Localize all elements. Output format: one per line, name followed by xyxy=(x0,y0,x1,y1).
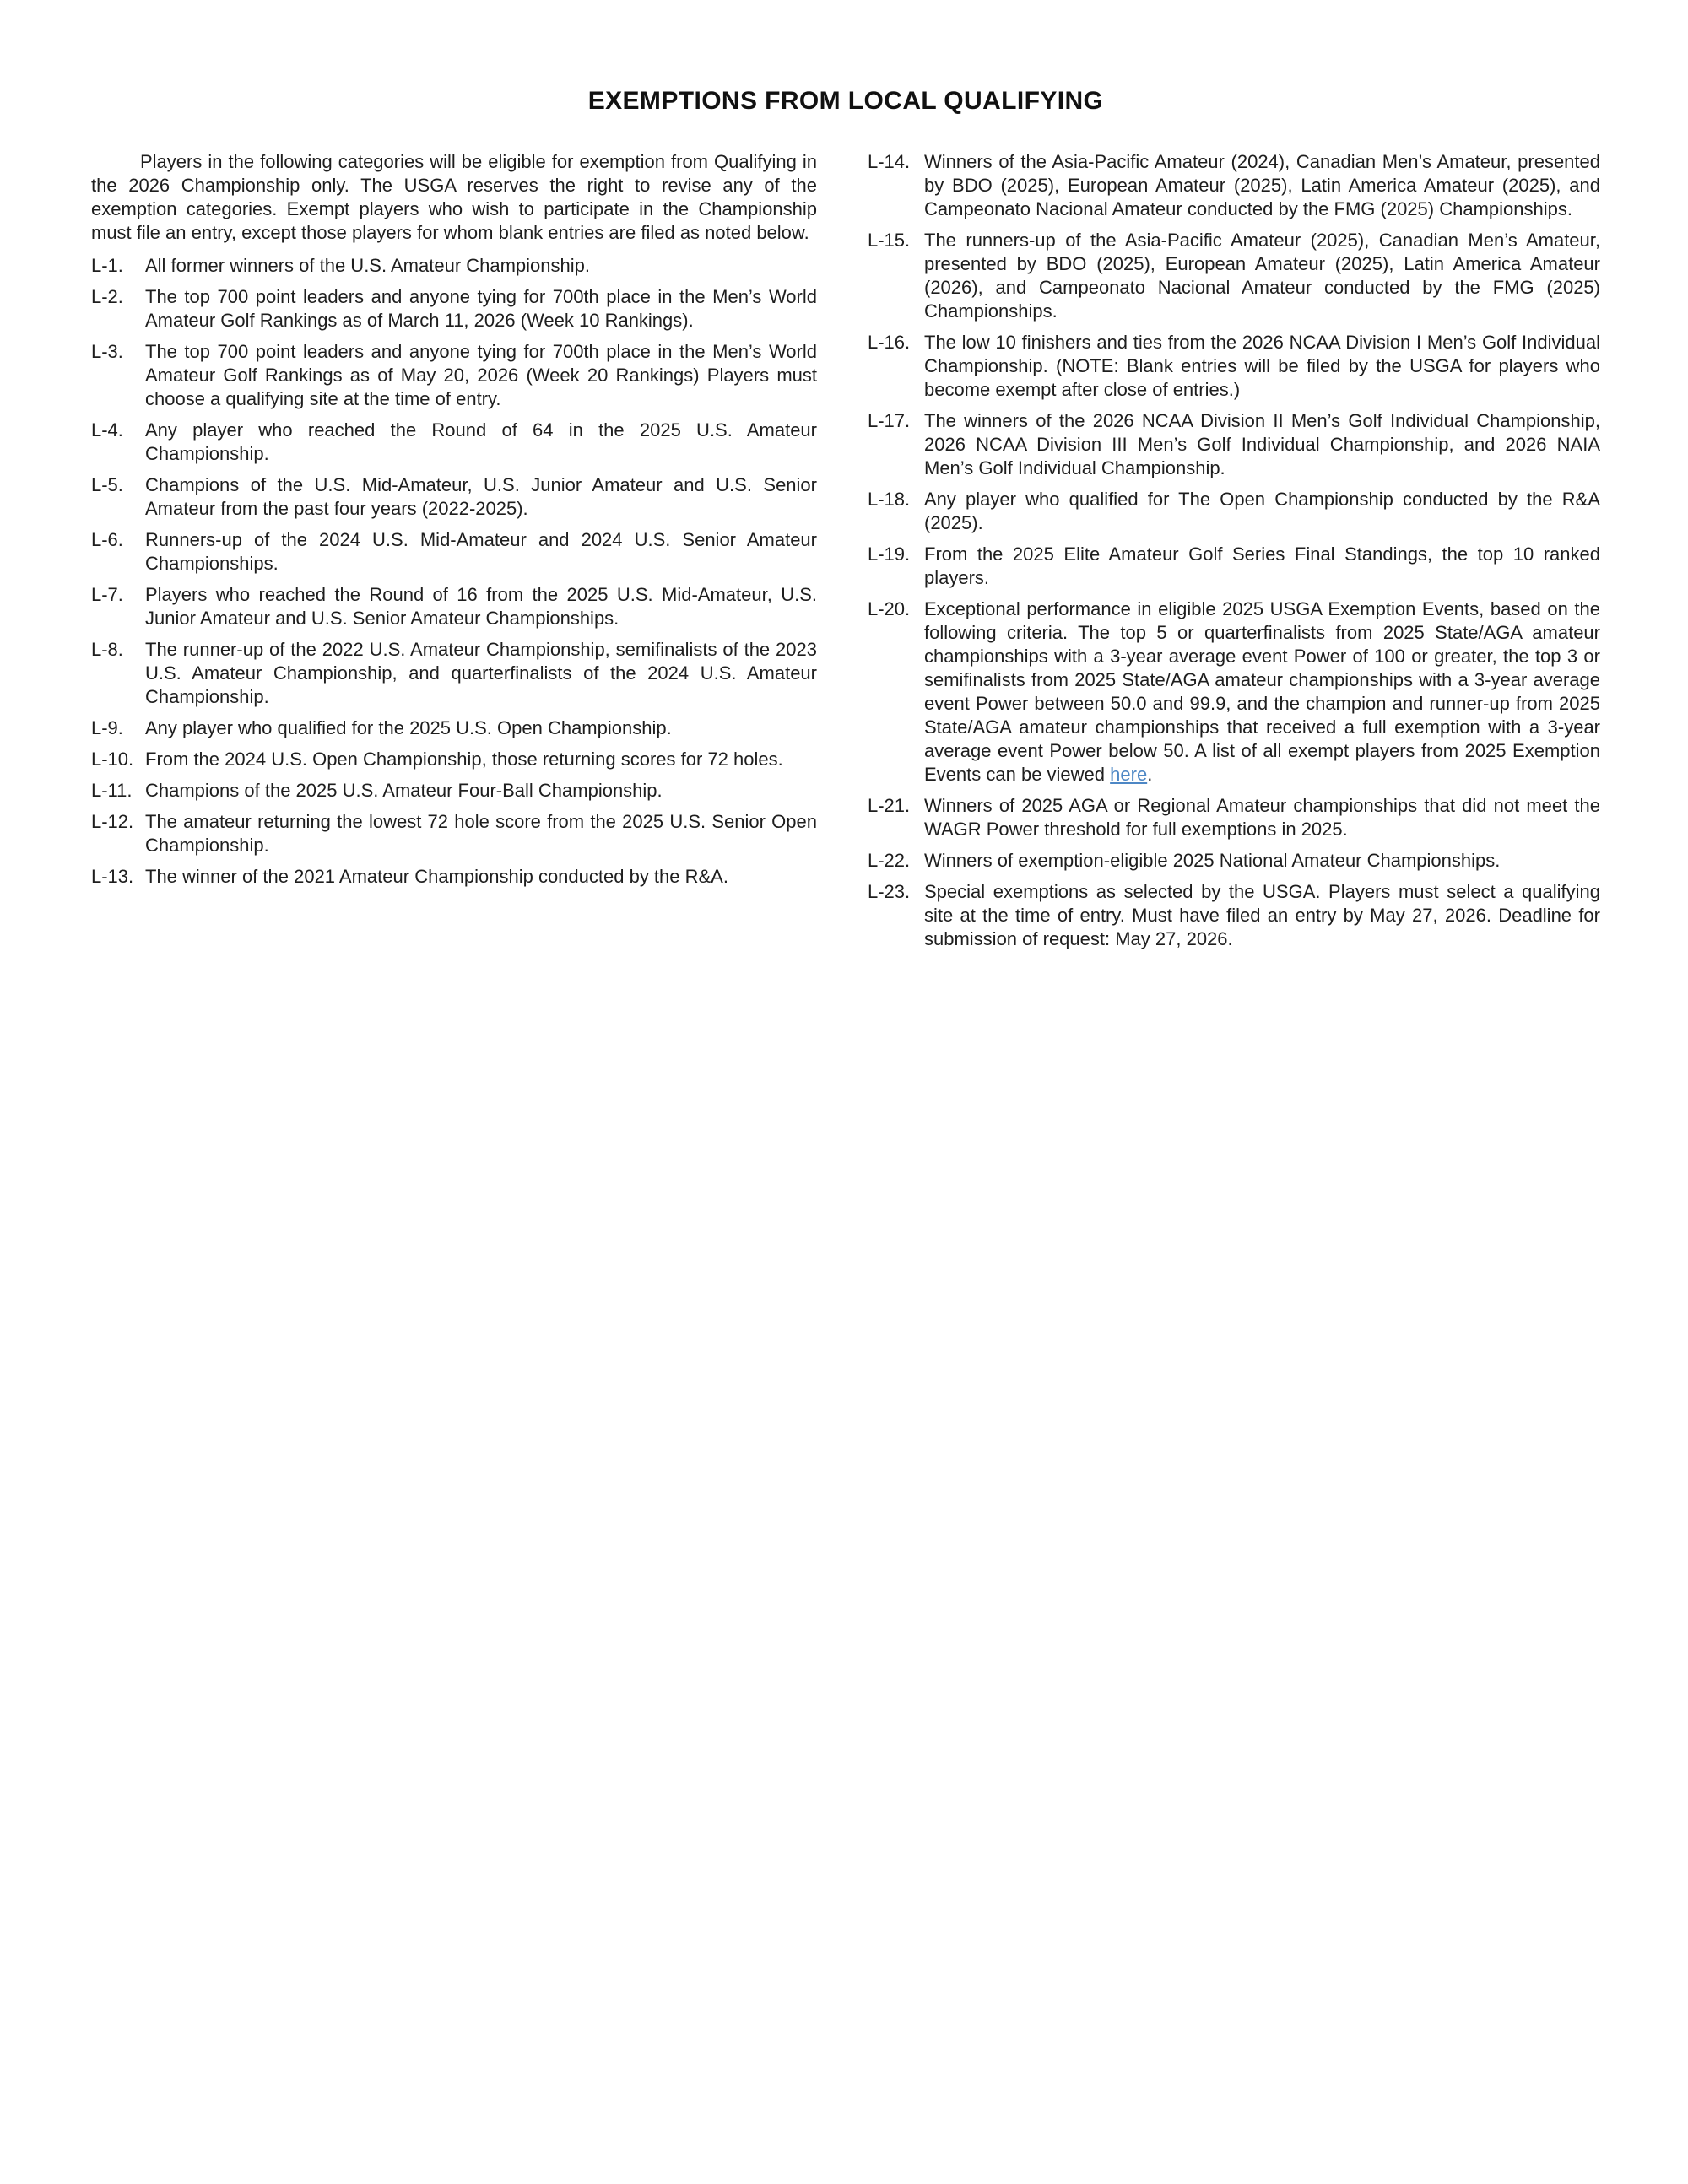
item-label: L-12. xyxy=(91,811,134,832)
here-link[interactable]: here xyxy=(1110,764,1148,785)
item-label: L-22. xyxy=(868,850,911,871)
item-text: Champions of the 2025 U.S. Amateur Four-Ball Championship. xyxy=(145,780,663,801)
list-item xyxy=(91,419,817,466)
item-label: L-14. xyxy=(868,151,911,172)
item-text: Exceptional performance in eligible 2025 USGA Exemption Events, based on the following criteria. The top 5 or quarterfinalists from 2025 State/AGA amateur championships with a 3-year average event Power of 100 or greater, the top 3 or semifinalists from 2025 State/AGA amateur championships with a 3-year average event Power between 50.0 and 99.9, and the champion and runner-up from 2025 State/AGA amateur championships that received a full exemption with a 3-year average event Power below 50. A list of all exempt players from 2025 Exemption Events can be viewed here. xyxy=(924,598,1600,785)
list-item xyxy=(91,748,817,771)
item-label: L-13. xyxy=(91,866,134,887)
list-item xyxy=(91,865,817,889)
item-label: L-3. xyxy=(91,341,123,362)
item-text: The amateur returning the lowest 72 hole score from the 2025 U.S. Senior Open Championship. xyxy=(145,811,817,856)
list-item xyxy=(868,488,1600,535)
item-label: L-20. xyxy=(868,598,911,619)
list-item xyxy=(91,779,817,803)
item-text: Any player who qualified for the 2025 U.S. Open Championship. xyxy=(145,717,672,738)
list-item xyxy=(91,254,817,278)
item-text: The top 700 point leaders and anyone tying for 700th place in the Men’s World Amateur Golf Rankings as of March 11, 2026 (Week 10 Rankings). xyxy=(145,286,817,331)
list-item xyxy=(91,810,817,857)
right-column xyxy=(868,150,1600,959)
list-item xyxy=(868,150,1600,221)
item-label: L-6. xyxy=(91,529,123,550)
list-item xyxy=(91,638,817,709)
item-label: L-1. xyxy=(91,255,123,276)
item-text: Any player who reached the Round of 64 in the 2025 U.S. Amateur Championship. xyxy=(145,419,817,464)
item-label: L-4. xyxy=(91,419,123,441)
item-label: L-18. xyxy=(868,489,911,510)
left-column xyxy=(91,150,817,896)
list-item xyxy=(868,849,1600,873)
item-text: Runners-up of the 2024 U.S. Mid-Amateur and 2024 U.S. Senior Amateur Championships. xyxy=(145,529,817,574)
item-label: L-16. xyxy=(868,332,911,353)
item-text: Winners of exemption-eligible 2025 National Amateur Championships. xyxy=(924,850,1501,871)
item-label: L-19. xyxy=(868,543,911,565)
list-item xyxy=(91,583,817,630)
item-text: Special exemptions as selected by the USGA. Players must select a qualifying site at the time of entry. Must have filed an entry by May 27, 2026. Deadline for submission of request: May 27, 2026. xyxy=(924,881,1600,949)
list-item xyxy=(91,528,817,576)
item-label: L-7. xyxy=(91,584,123,605)
item-text: Champions of the U.S. Mid-Amateur, U.S. Junior Amateur and U.S. Senior Amateur from the past four years (2022-2025). xyxy=(145,474,817,519)
item-text: From the 2024 U.S. Open Championship, those returning scores for 72 holes. xyxy=(145,749,783,770)
list-item xyxy=(868,331,1600,402)
list-item xyxy=(91,716,817,740)
item-label: L-9. xyxy=(91,717,123,738)
intro-paragraph: Players in the following categories will be eligible for exemption from Qualifying in the 2026 Championship only. The USGA reserves the right to revise any of the exemption categories. Exempt players who wish to participate in the Championship must file an entry, except those players for whom blank entries are filed as noted below. xyxy=(91,151,817,243)
item-label: L-5. xyxy=(91,474,123,495)
item-label: L-15. xyxy=(868,230,911,251)
item-text: The winner of the 2021 Amateur Championship conducted by the R&A. xyxy=(145,866,728,887)
item-text: The top 700 point leaders and anyone tying for 700th place in the Men’s World Amateur Golf Rankings as of May 20, 2026 (Week 20 Rankings) Players must choose a qualifying site at the time of entry. xyxy=(145,341,817,409)
item-text: Any player who qualified for The Open Championship conducted by the R&A (2025). xyxy=(924,489,1600,533)
list-item xyxy=(91,285,817,332)
list-item xyxy=(868,543,1600,590)
item-text: The runner-up of the 2022 U.S. Amateur Championship, semifinalists of the 2023 U.S. Amateur Championship, and quarterfinalists of the 2024 U.S. Amateur Championship. xyxy=(145,639,817,707)
list-item xyxy=(91,473,817,521)
item-label: L-11. xyxy=(91,780,133,801)
item-text: Players who reached the Round of 16 from the 2025 U.S. Mid-Amateur, U.S. Junior Amateur and U.S. Senior Amateur Championships. xyxy=(145,584,817,629)
item-text: The runners-up of the Asia-Pacific Amateur (2025), Canadian Men’s Amateur, presented by BDO (2025), European Amateur (2025), Latin America Amateur (2026), and Campeonato Nacional Amateur conducted by the FMG (2025) Championships. xyxy=(924,230,1600,322)
item-label: L-10. xyxy=(91,749,134,770)
list-item xyxy=(868,229,1600,323)
item-text: The low 10 finishers and ties from the 2026 NCAA Division I Men’s Golf Individual Championship. (NOTE: Blank entries will be filed by the USGA for players who become exempt after close of entries.) xyxy=(924,332,1600,400)
list-item xyxy=(868,597,1600,787)
exemption-list-right xyxy=(868,150,1600,951)
item-text: Winners of the Asia-Pacific Amateur (2024), Canadian Men’s Amateur, presented by BDO (2025), European Amateur (2025), Latin America Amateur (2025), and Campeonato Nacional Amateur conducted by the FMG (2025) Championships. xyxy=(924,151,1600,219)
item-label: L-17. xyxy=(868,410,911,431)
exemption-list-left xyxy=(91,254,817,889)
list-item xyxy=(868,409,1600,480)
item-text: Winners of 2025 AGA or Regional Amateur championships that did not meet the WAGR Power threshold for full exemptions in 2025. xyxy=(924,795,1600,840)
two-column-layout xyxy=(91,150,1600,959)
item-label: L-23. xyxy=(868,881,911,902)
item-text: The winners of the 2026 NCAA Division II Men’s Golf Individual Championship, 2026 NCAA Division III Men’s Golf Individual Championship, and 2026 NAIA Men’s Golf Individual Championship. xyxy=(924,410,1600,478)
list-item xyxy=(91,340,817,411)
item-label: L-2. xyxy=(91,286,123,307)
item-text: From the 2025 Elite Amateur Golf Series Final Standings, the top 10 ranked players. xyxy=(924,543,1600,588)
page-title: EXEMPTIONS FROM LOCAL QUALIFYING xyxy=(587,87,1104,115)
item-label: L-8. xyxy=(91,639,123,660)
item-label: L-21. xyxy=(868,795,911,816)
item-text: All former winners of the U.S. Amateur Championship. xyxy=(145,255,591,276)
list-item xyxy=(868,880,1600,951)
list-item xyxy=(868,794,1600,841)
